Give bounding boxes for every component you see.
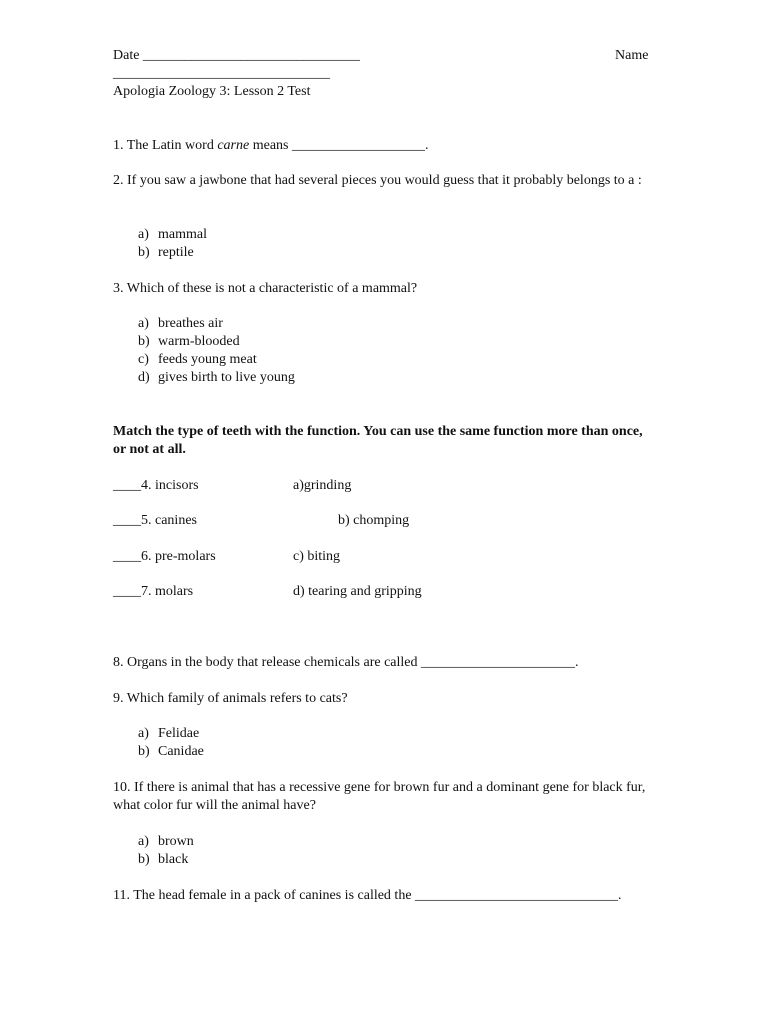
question-10-options xyxy=(138,833,194,869)
matching-instruction: Match the type of teeth with the function. You can use the same function more than once, or not at all. xyxy=(113,424,643,457)
option-letter: c) xyxy=(138,352,149,367)
option-text: gives birth to live young xyxy=(158,370,295,385)
option-text: Felidae xyxy=(158,726,200,741)
question-1-text-after: means ___________________. xyxy=(249,138,429,153)
question-3-options xyxy=(138,315,295,387)
option-text: mammal xyxy=(158,227,207,242)
question-1-latin-word: carne xyxy=(217,138,250,153)
option-text: Canidae xyxy=(158,744,204,759)
option-text: reptile xyxy=(158,245,194,260)
option xyxy=(138,851,194,869)
option-text: brown xyxy=(158,834,194,849)
option xyxy=(138,226,207,244)
option-letter: b) xyxy=(138,334,150,349)
match-function-b: b) chomping xyxy=(338,513,410,528)
match-item-5: ____5. canines xyxy=(113,513,197,528)
question-9-options xyxy=(138,725,204,761)
test-title: Apologia Zoology 3: Lesson 2 Test xyxy=(113,84,311,99)
question-8: 8. Organs in the body that release chemicals are called ______________________. xyxy=(113,655,579,670)
name-line: _______________________________ xyxy=(113,66,330,81)
question-1 xyxy=(113,137,658,155)
date-line: Date _______________________________ xyxy=(113,48,360,63)
match-function-d: d) tearing and gripping xyxy=(293,584,422,599)
option-letter: b) xyxy=(138,744,150,759)
question-1-text-before: 1. The Latin word xyxy=(113,138,218,153)
option xyxy=(138,333,295,351)
option xyxy=(138,725,204,743)
question-2-options xyxy=(138,226,207,262)
option xyxy=(138,351,295,369)
option-text: black xyxy=(158,852,189,867)
option-letter: b) xyxy=(138,245,150,260)
question-10: 10. If there is animal that has a recessive gene for brown fur and a dominant gene for black fur, what color fur will the animal have? xyxy=(113,780,646,813)
question-2: 2. If you saw a jawbone that had several pieces you would guess that it probably belongs to a : xyxy=(113,173,642,188)
option-letter: a) xyxy=(138,726,149,741)
question-11: 11. The head female in a pack of canines is called the _____________________________. xyxy=(113,888,622,903)
option-text: feeds young meat xyxy=(158,352,257,367)
match-item-4: ____4. incisors xyxy=(113,478,199,493)
option xyxy=(138,743,204,761)
option-letter: b) xyxy=(138,852,150,867)
option xyxy=(138,369,295,387)
option-letter: a) xyxy=(138,227,149,242)
match-item-7: ____7. molars xyxy=(113,584,194,599)
question-3: 3. Which of these is not a characteristic of a mammal? xyxy=(113,281,418,296)
match-function-c: c) biting xyxy=(293,549,341,564)
option xyxy=(138,244,207,262)
option-text: warm-blooded xyxy=(158,334,240,349)
match-item-6: ____6. pre-molars xyxy=(113,549,216,564)
option-letter: a) xyxy=(138,834,149,849)
option-letter: a) xyxy=(138,316,149,331)
option-text: breathes air xyxy=(158,316,223,331)
match-function-a: a)grinding xyxy=(293,478,352,493)
option xyxy=(138,833,194,851)
option xyxy=(138,315,295,333)
question-9: 9. Which family of animals refers to cats? xyxy=(113,691,348,706)
option-letter: d) xyxy=(138,370,150,385)
name-label: Name xyxy=(615,48,649,63)
